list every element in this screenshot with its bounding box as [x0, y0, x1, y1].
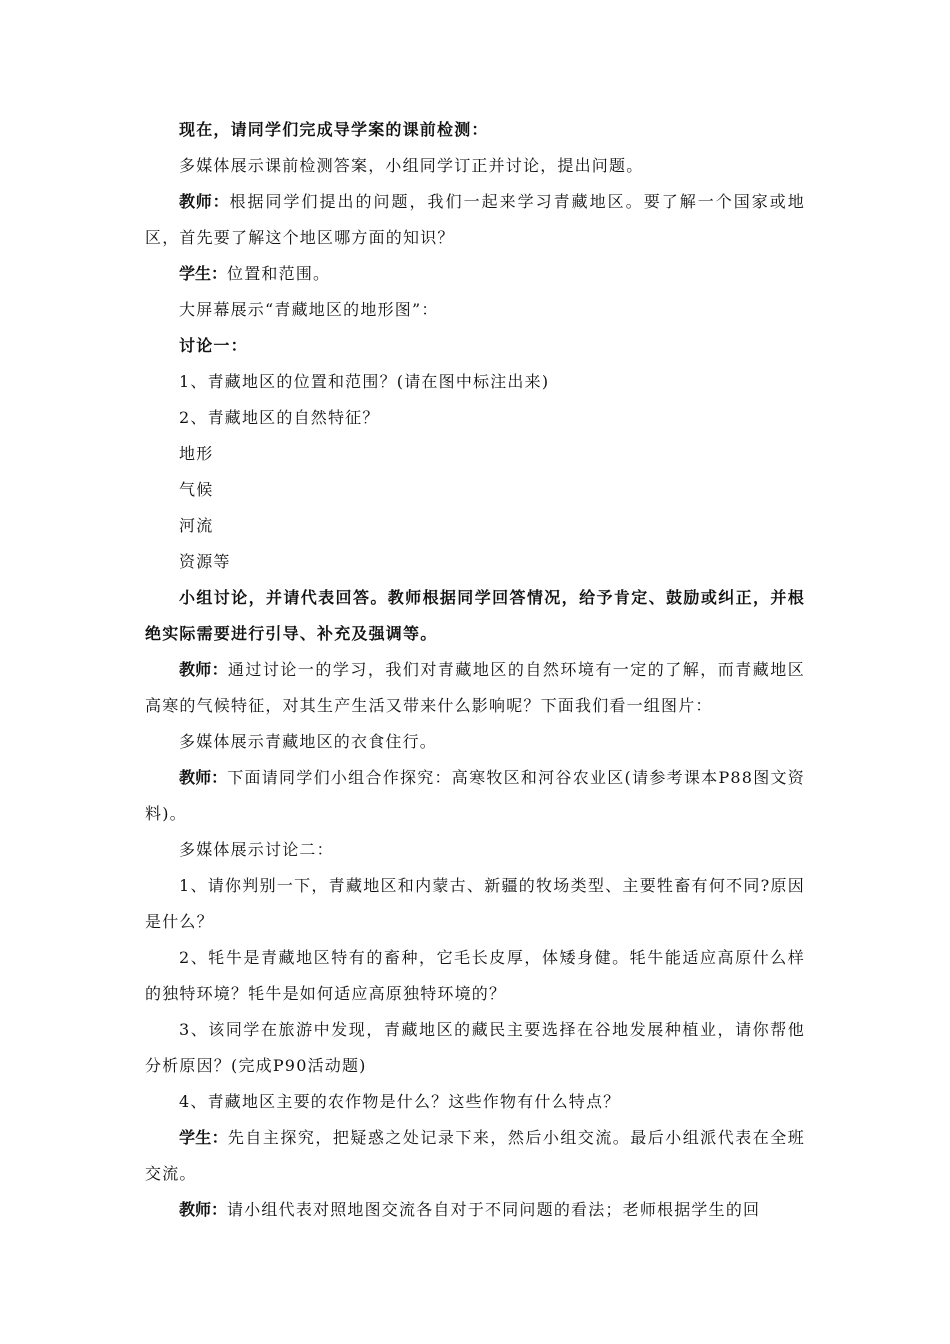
list-item: 3、该同学在旅游中发现，青藏地区的藏民主要选择在谷地发展种植业，请你帮他分析原因？(完成P90活动题) — [145, 1020, 805, 1075]
list-item: 1、青藏地区的位置和范围？(请在图中标注出来) — [179, 372, 550, 391]
speech-text: 位置和范围。 — [227, 264, 331, 283]
paragraph-student — [145, 256, 805, 292]
discussion-heading: 讨论一： — [179, 336, 248, 355]
list-item: 地形 — [179, 444, 214, 463]
speech-text: 通过讨论一的学习，我们对青藏地区的自然环境有一定的了解，而青藏地区高寒的气候特征，对其生产生活又带来什么影响呢？下面我们看一组图片： — [145, 660, 805, 715]
speech-text: 下面请同学们小组合作探究：高寒牧区和河谷农业区(请参考课本P88图文资料)。 — [145, 768, 805, 823]
document-body — [145, 112, 805, 1228]
paragraph: 多媒体展示讨论二： — [179, 840, 334, 859]
list-item: 2、牦牛是青藏地区特有的畜种，它毛长皮厚，体矮身健。牦牛能适应高原什么样的独特环境？牦牛是如何适应高原独特环境的？ — [145, 948, 805, 1003]
paragraph-teacher — [145, 1192, 805, 1228]
speaker-label: 教师： — [179, 1200, 228, 1219]
speaker-label: 教师： — [179, 192, 230, 211]
paragraph-teacher — [145, 184, 805, 256]
paragraph-teacher — [145, 760, 805, 832]
speech-text: 根据同学们提出的问题，我们一起来学习青藏地区。要了解一个国家或地区，首先要了解这个地区哪方面的知识？ — [145, 192, 805, 247]
paragraph: 多媒体展示课前检测答案，小组同学订正并讨论，提出问题。 — [179, 156, 644, 175]
list-item: 1、请你判别一下，青藏地区和内蒙古、新疆的牧场类型、主要牲畜有何不同?原因是什么？ — [145, 876, 805, 931]
list-item: 气候 — [179, 480, 214, 499]
paragraph: 多媒体展示青藏地区的衣食住行。 — [179, 732, 438, 751]
speaker-label: 学生： — [179, 1128, 228, 1147]
list-item: 2、青藏地区的自然特征？ — [179, 408, 380, 427]
list-item: 资源等 — [179, 552, 231, 571]
list-item: 4、青藏地区主要的农作物是什么？这些作物有什么特点？ — [179, 1092, 621, 1111]
list-item: 河流 — [179, 516, 214, 535]
paragraph-instruction: 小组讨论，并请代表回答。教师根据同学回答情况，给予肯定、鼓励或纠正，并根绝实际需要进行引导、补充及强调等。 — [145, 588, 805, 643]
paragraph-instruction: 现在，请同学们完成导学案的课前检测： — [179, 120, 489, 139]
speech-text: 先自主探究，把疑惑之处记录下来，然后小组交流。最后小组派代表在全班交流。 — [145, 1128, 805, 1183]
speaker-label: 教师： — [179, 768, 228, 787]
paragraph: 大屏幕展示“青藏地区的地形图”： — [179, 300, 439, 319]
paragraph-student — [145, 1120, 805, 1192]
paragraph-teacher — [145, 652, 805, 724]
speaker-label: 学生： — [179, 264, 228, 283]
speaker-label: 教师： — [179, 660, 228, 679]
speech-text: 请小组代表对照地图交流各自对于不同问题的看法；老师根据学生的回 — [227, 1200, 761, 1219]
